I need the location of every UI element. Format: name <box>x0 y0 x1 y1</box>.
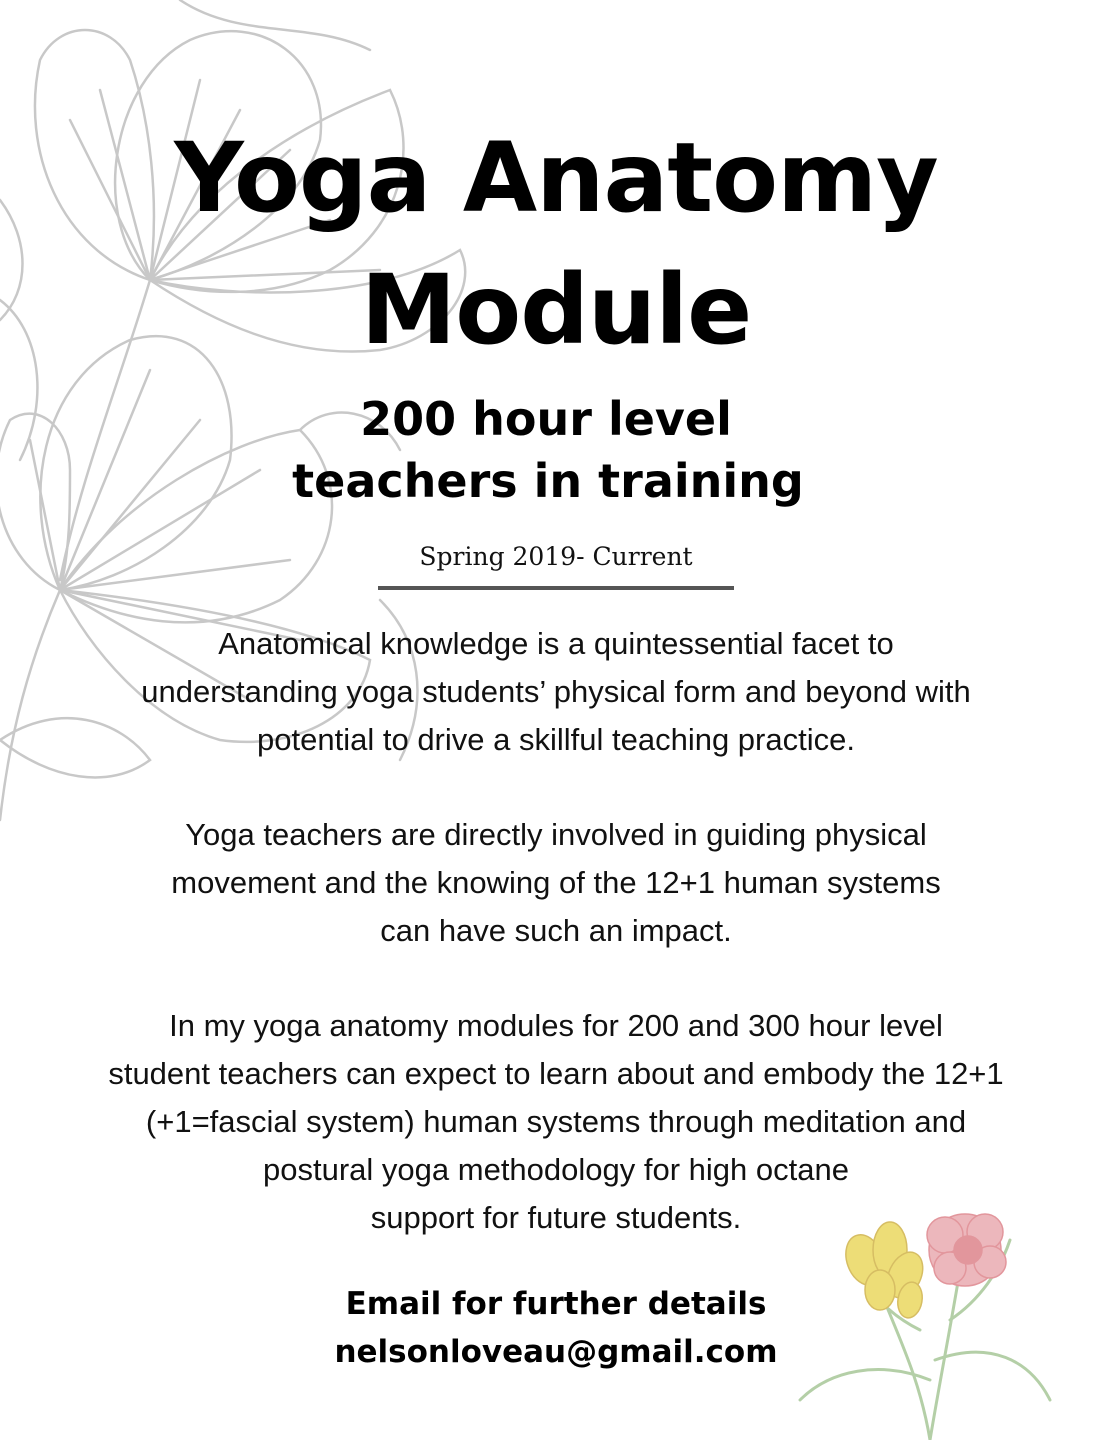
intro-paragraph <box>20 620 1092 764</box>
paragraph-line: student teachers can expect to learn about and embody the 12+1 <box>108 1056 1004 1091</box>
paragraph-line: understanding yoga students’ physical form and beyond with <box>141 674 971 709</box>
contact-prompt: Email for further details <box>345 1286 767 1322</box>
contact-email[interactable]: nelsonloveau@gmail.com <box>334 1334 778 1370</box>
paragraph-line: (+1=fascial system) human systems through meditation and <box>145 1104 967 1139</box>
modules-paragraph <box>20 1002 1092 1242</box>
divider <box>378 586 734 590</box>
paragraph-line: movement and the knowing of the 12+1 human systems <box>171 865 941 900</box>
page-title-line-1: Yoga Anatomy <box>174 122 938 234</box>
date-range: Spring 2019- Current <box>419 542 693 571</box>
paragraph-line: Yoga teachers are directly involved in guiding physical <box>185 817 927 852</box>
page-title-line-2: Module <box>360 254 752 366</box>
paragraph-line: potential to drive a skillful teaching practice. <box>257 722 855 757</box>
paragraph-line: support for future students. <box>370 1200 742 1235</box>
paragraph-line: can have such an impact. <box>380 913 732 948</box>
paragraph-line: postural yoga methodology for high octane <box>263 1152 849 1187</box>
paragraph-line: Anatomical knowledge is a quintessential facet to <box>218 626 894 661</box>
subtitle-line-1: 200 hour level <box>360 392 732 446</box>
paragraph-line: In my yoga anatomy modules for 200 and 300 hour level <box>169 1008 943 1043</box>
teachers-paragraph <box>20 811 1092 955</box>
subtitle-line-2: teachers in training <box>292 454 804 508</box>
